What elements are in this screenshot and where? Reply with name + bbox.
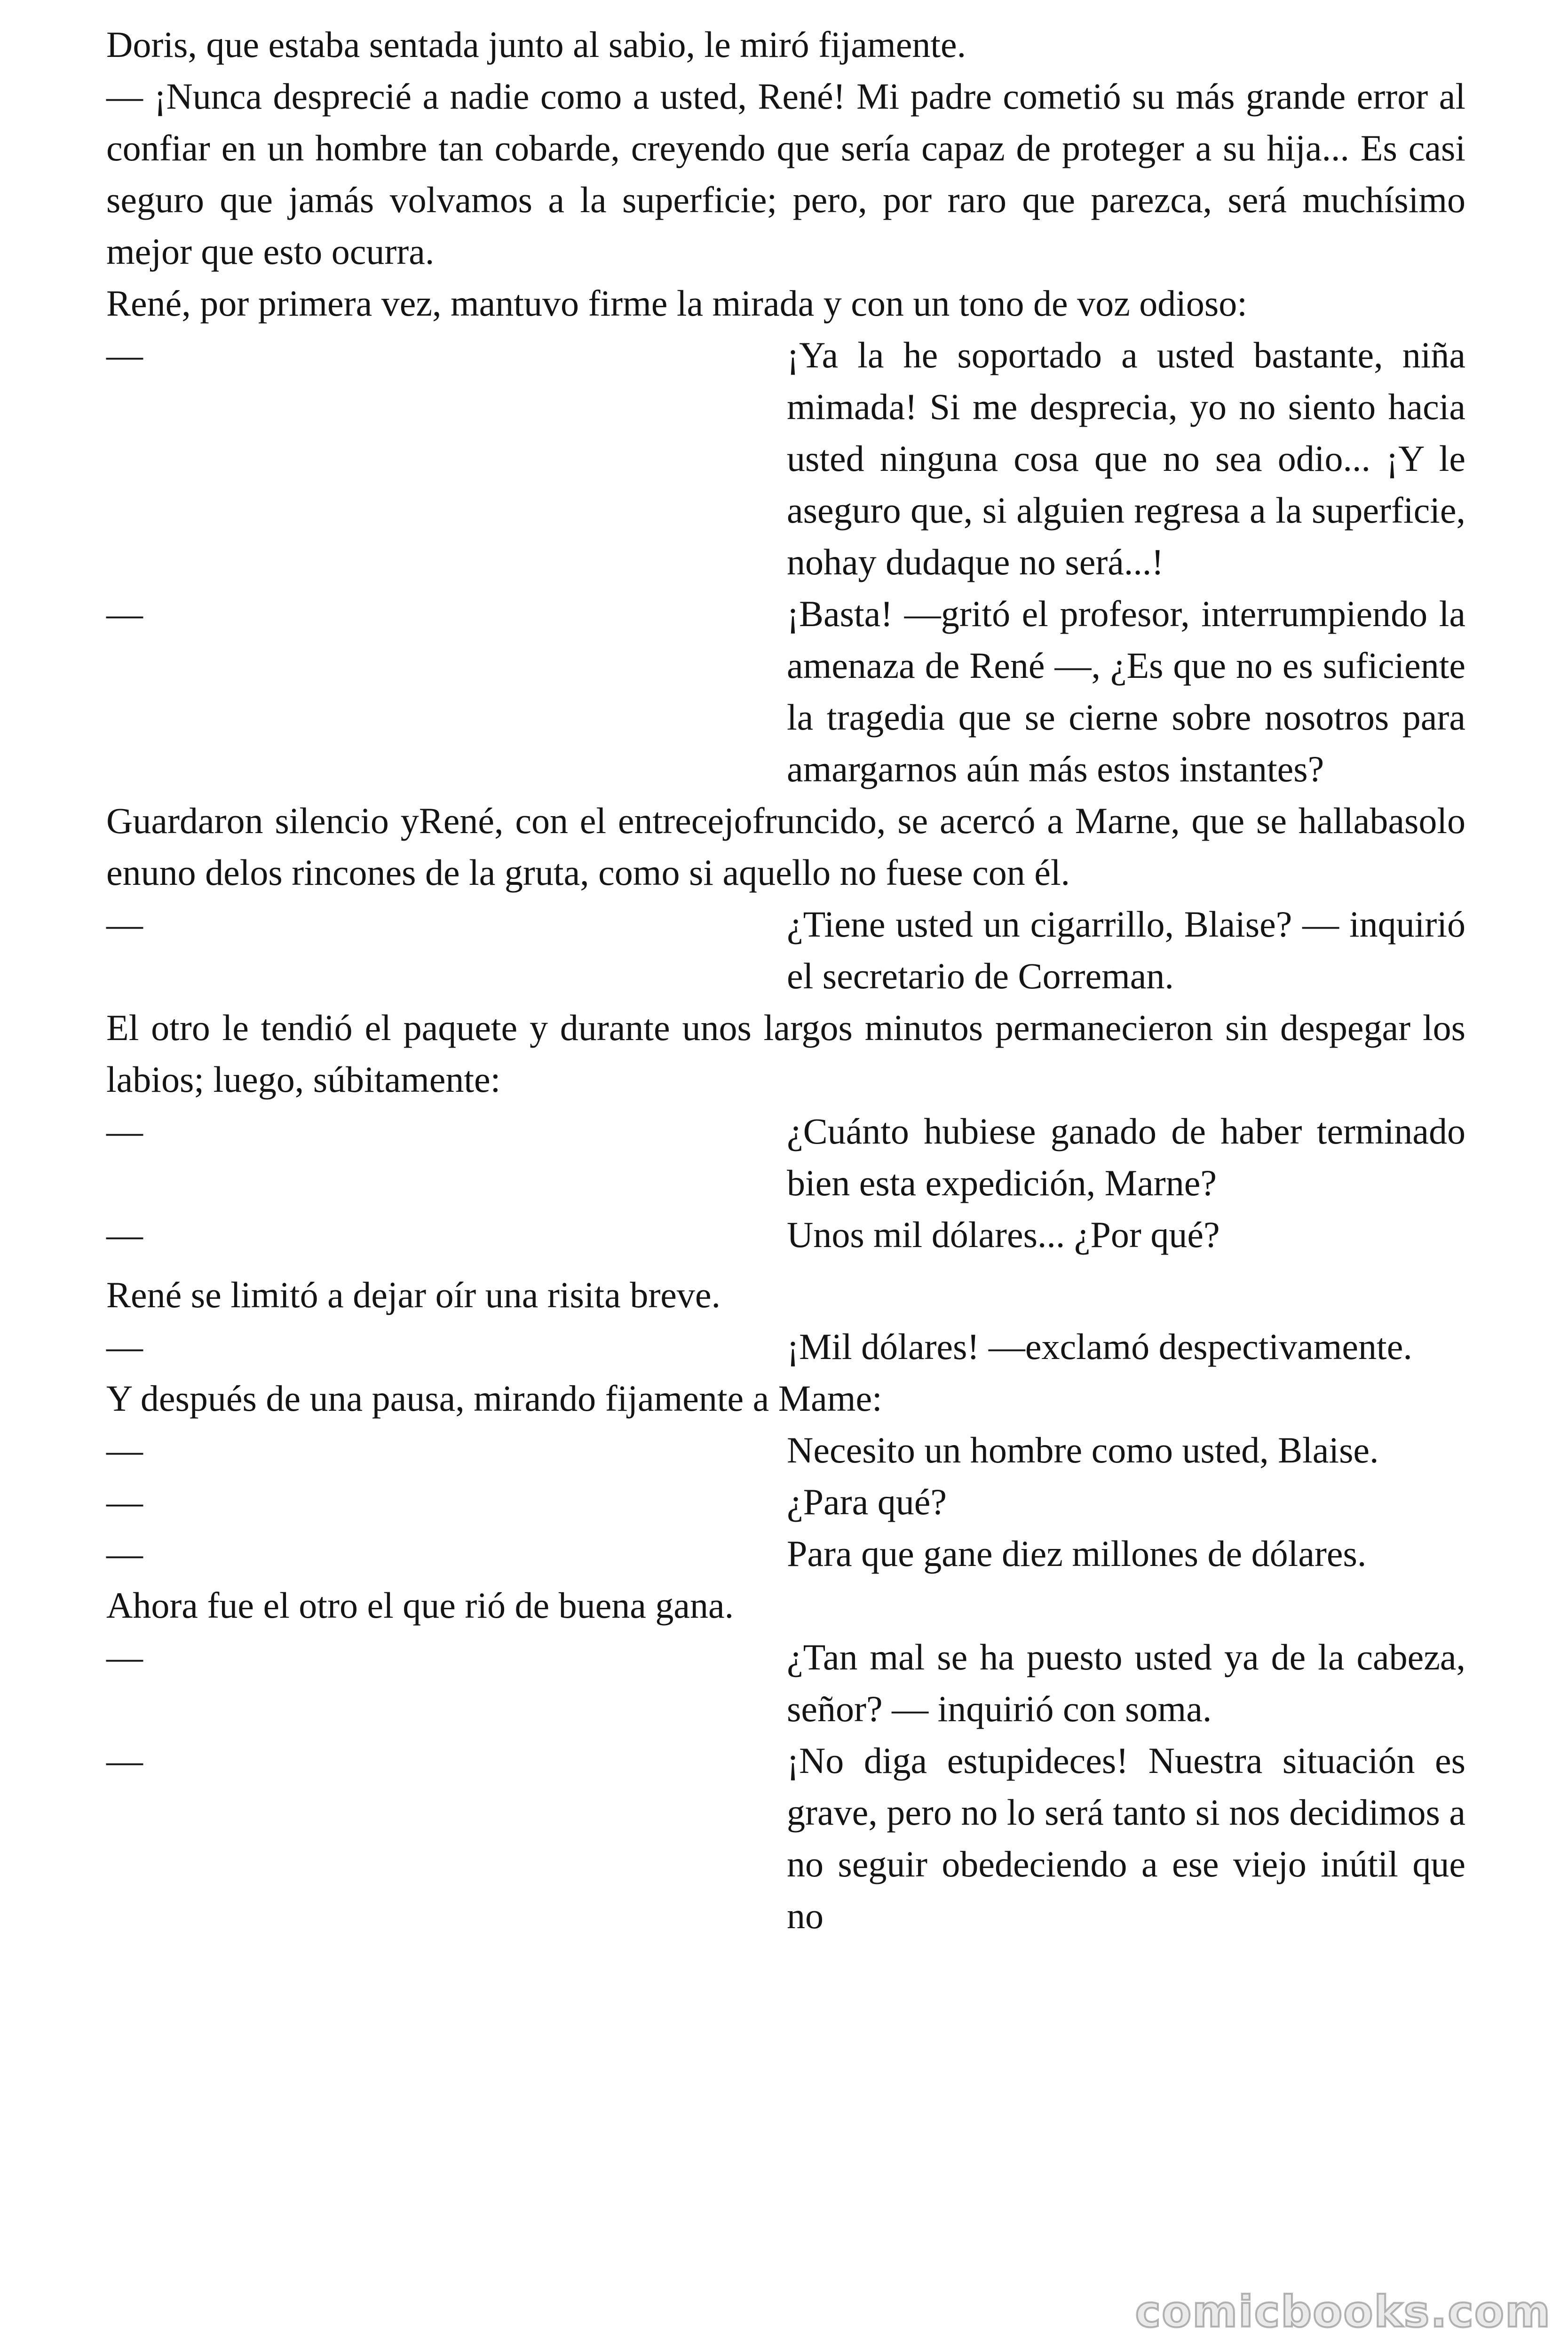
- dialogue-dash: —: [106, 1430, 143, 1470]
- dialogue-line: [106, 1105, 1465, 1209]
- paragraph: Guardaron silencio yRené, con el entrecejofruncido, se acercó a Marne, que se hallabasolo enuno delos rincones de la gruta, como si aquello no fuese con él.: [106, 800, 1465, 893]
- dialogue-dash: —: [106, 1111, 143, 1152]
- dialogue-dash: —: [106, 904, 143, 945]
- dialogue-line: [106, 1631, 1465, 1735]
- dialogue-line: [106, 588, 1465, 795]
- page-text: [106, 19, 1465, 1942]
- dialogue-line: [106, 1476, 1465, 1528]
- dialogue-text: ¿Cuánto hubiese ganado de haber terminado bien esta expedición, Marne?: [787, 1111, 1465, 1203]
- dialogue-text: ¿Para qué?: [787, 1481, 947, 1522]
- dialogue-dash: —: [106, 334, 143, 375]
- paragraph: El otro le tendió el paquete y durante unos largos minutos permanecieron sin despegar los labios; luego, súbitamente:: [106, 1007, 1465, 1100]
- dialogue-dash: —: [106, 1533, 143, 1574]
- watermark: comicbooks.com: [1135, 2287, 1551, 2337]
- paragraph: Doris, que estaba sentada junto al sabio, le miró fijamente.: [106, 24, 966, 65]
- dialogue-line: [106, 1735, 1465, 1942]
- dialogue-dash: —: [106, 1326, 143, 1367]
- paragraph: Y después de una pausa, mirando fijamente a Mame:: [106, 1378, 882, 1419]
- dialogue-text: ¿Tan mal se ha puesto usted ya de la cabeza, señor? — inquirió con soma.: [787, 1637, 1465, 1729]
- paragraph: Ahora fue el otro el que rió de buena gana.: [106, 1585, 734, 1626]
- dialogue-line: [106, 1209, 1465, 1261]
- dialogue-dash: —: [106, 1214, 143, 1255]
- dialogue-line: [106, 898, 1465, 1002]
- dialogue-dash: —: [106, 593, 143, 634]
- dialogue-line: [106, 1528, 1465, 1580]
- dialogue-line: [106, 1321, 1465, 1373]
- dialogue-dash: —: [106, 1740, 143, 1781]
- paragraph: — ¡Nunca desprecié a nadie como a usted, René! Mi padre cometió su más grande error al confiar en un hombre tan cobarde, creyendo que sería capaz de proteger a su hija... Es casi seguro que jamás volvamos a la superficie; pero, por raro que parezca, será muchísimo mejor que esto ocurra.: [106, 76, 1465, 272]
- dialogue-text: ¡No diga estupideces! Nuestra situación es grave, pero no lo será tanto si nos decidimos a no seguir obedeciendo a ese viejo inútil que no: [787, 1740, 1465, 1936]
- dialogue-dash: —: [106, 1481, 143, 1522]
- dialogue-text: ¡Mil dólares! —exclamó despectivamente.: [787, 1326, 1412, 1367]
- dialogue-line: [106, 329, 1465, 588]
- dialogue-text: ¿Tiene usted un cigarrillo, Blaise? — inquirió el secretario de Correman.: [787, 904, 1465, 996]
- dialogue-line: [106, 1424, 1465, 1476]
- dialogue-text: Necesito un hombre como usted, Blaise.: [787, 1430, 1379, 1470]
- dialogue-text: Para que gane diez millones de dólares.: [787, 1533, 1367, 1574]
- paragraph: René se limitó a dejar oír una risita breve.: [106, 1274, 721, 1315]
- dialogue-text: Unos mil dólares... ¿Por qué?: [787, 1214, 1220, 1255]
- dialogue-dash: —: [106, 1637, 143, 1677]
- paragraph: René, por primera vez, mantuvo firme la mirada y con un tono de voz odioso:: [106, 283, 1247, 324]
- dialogue-text: ¡Ya la he soportado a usted bastante, niña mimada! Si me desprecia, yo no siento hacia usted ninguna cosa que no sea odio... ¡Y le aseguro que, si alguien regresa a la superficie, nohay dudaque no será...!: [787, 334, 1465, 582]
- dialogue-text: ¡Basta! —gritó el profesor, interrumpiendo la amenaza de René —, ¿Es que no es suficiente la tragedia que se cierne sobre nosotros para amargarnos aún más estos instantes?: [787, 593, 1465, 789]
